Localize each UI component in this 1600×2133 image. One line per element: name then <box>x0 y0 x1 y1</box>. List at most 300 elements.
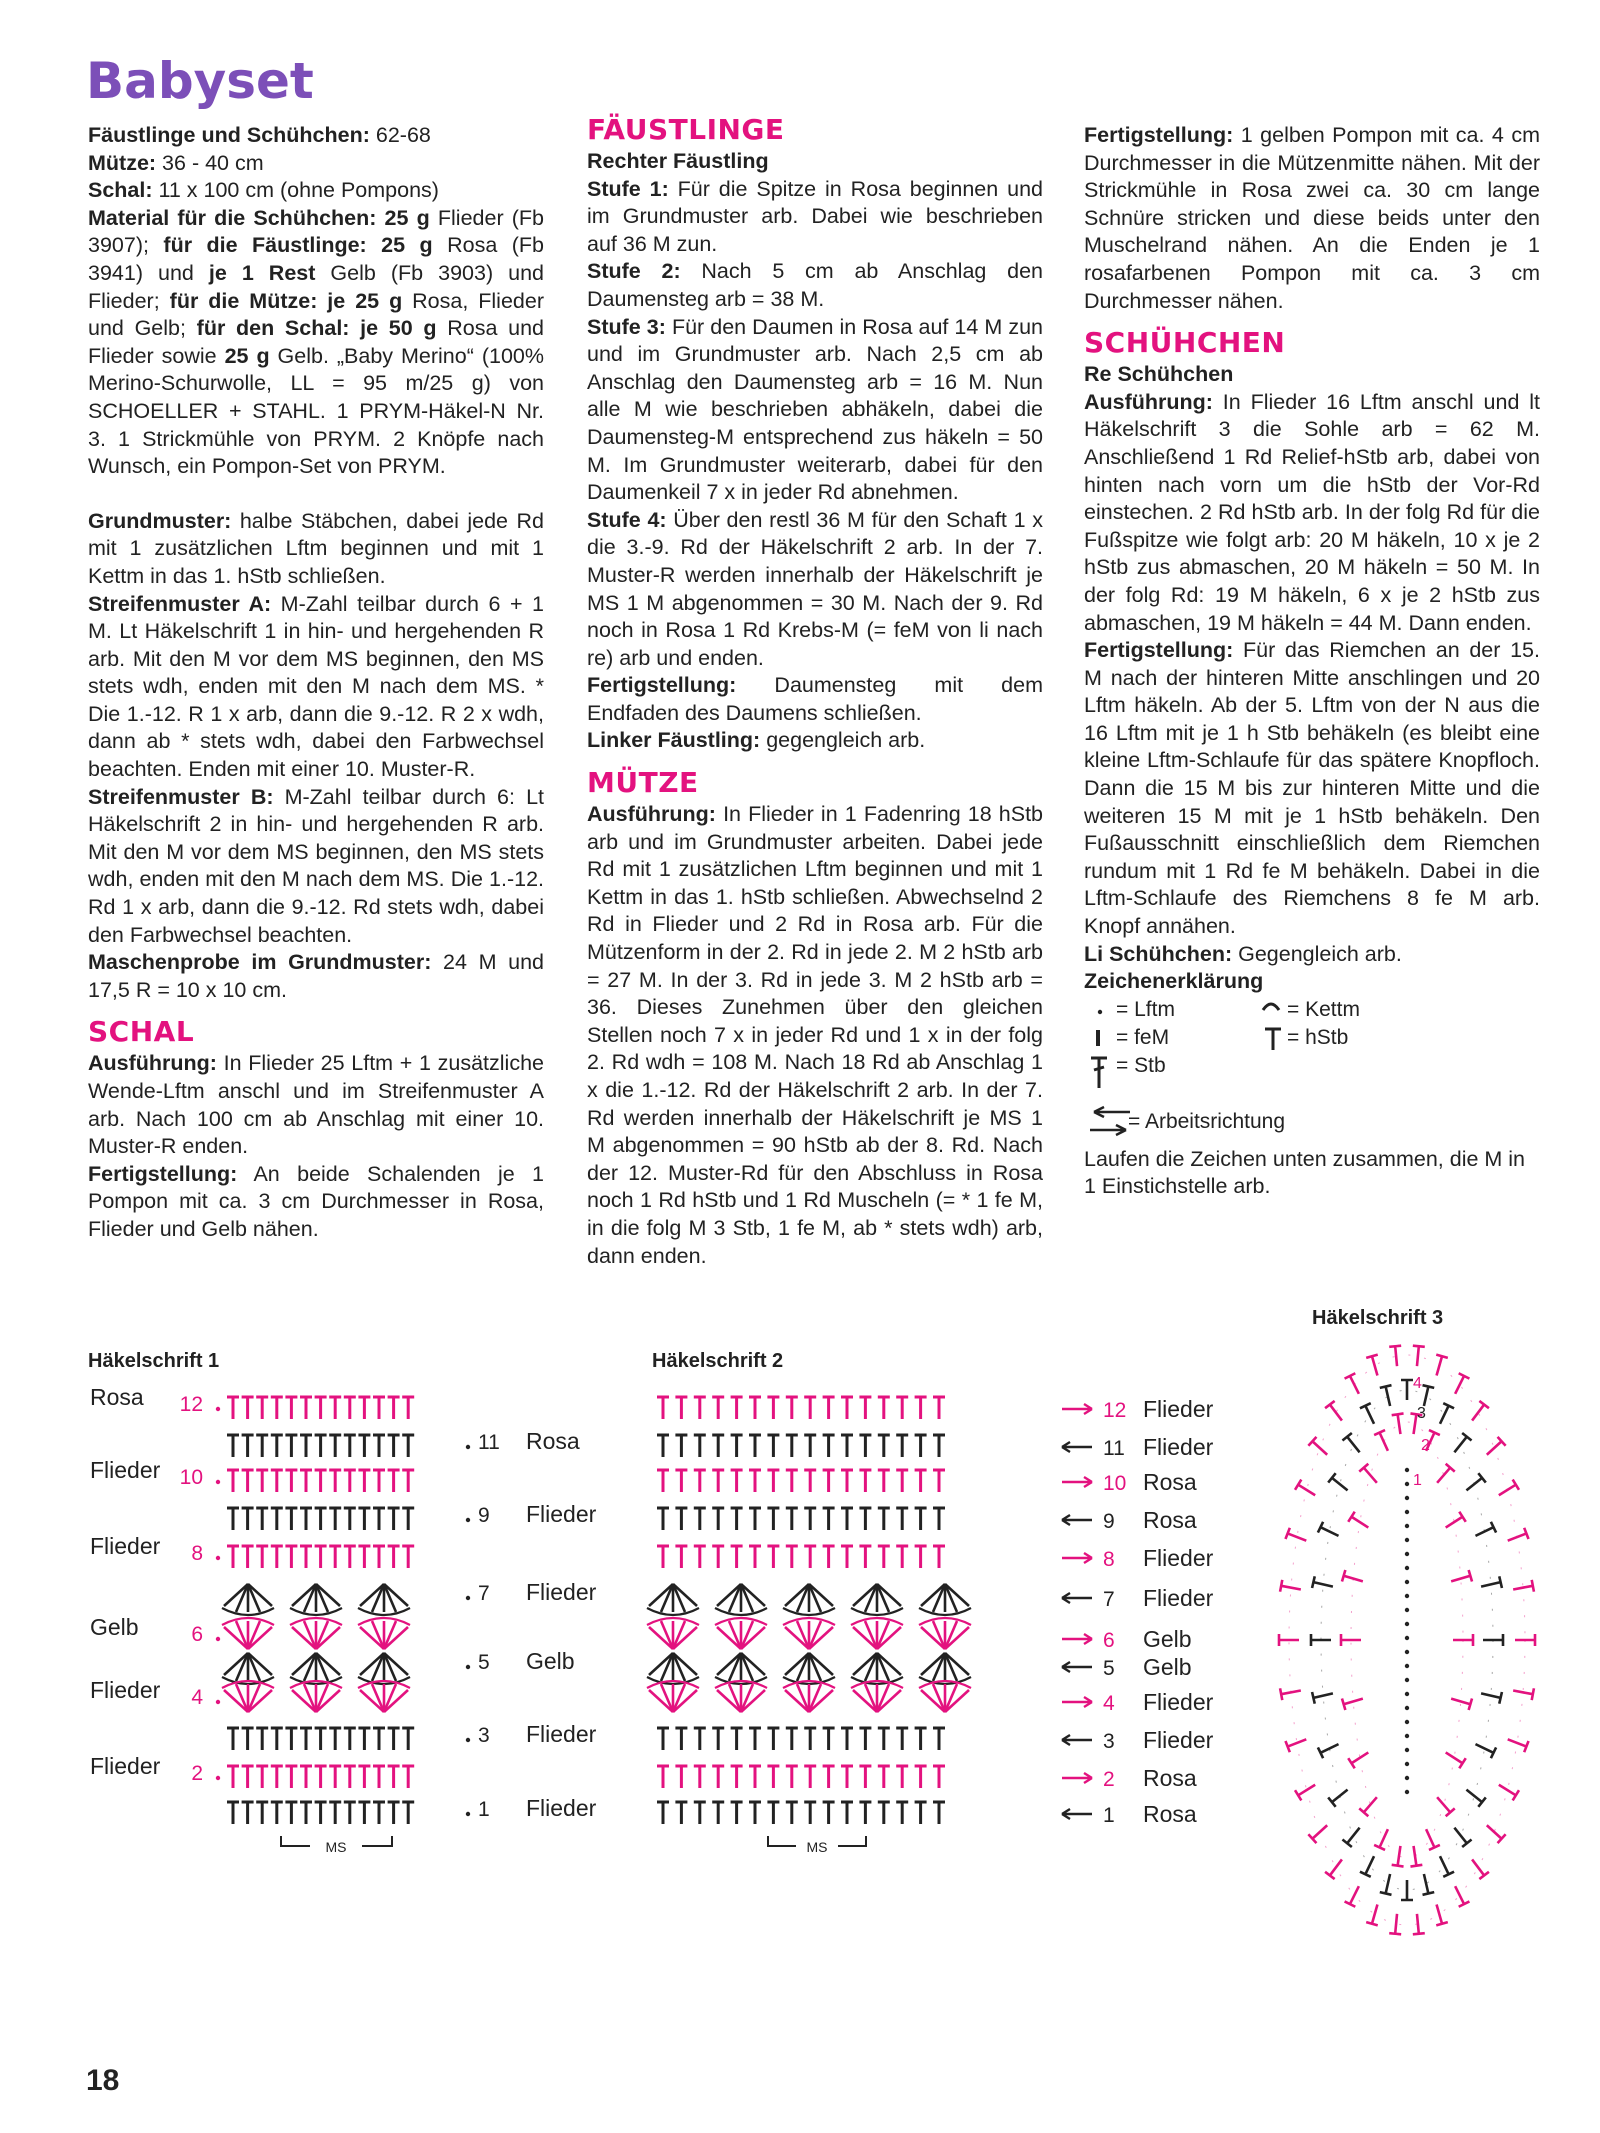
hstb-mark <box>841 1546 853 1568</box>
lftm-mark <box>1405 1720 1409 1724</box>
hstb-mark <box>767 1435 779 1457</box>
chart-3-round-number: 1 <box>1413 1472 1422 1489</box>
hstb-mark <box>256 1546 268 1568</box>
hstb-mark <box>402 1397 414 1419</box>
size-label-hat: Mütze: <box>88 150 157 175</box>
hstb-mark <box>315 1802 327 1824</box>
hstb-mark <box>1348 1512 1371 1533</box>
hstb-mark <box>271 1766 283 1788</box>
hstb-mark <box>896 1546 908 1568</box>
hstb-stroke <box>1342 1433 1364 1456</box>
lftm-mark <box>466 1812 470 1816</box>
hstb-mark <box>1345 1373 1365 1396</box>
hstb-mark <box>271 1508 283 1530</box>
hstb-stroke <box>1483 1821 1506 1843</box>
lftm-mark <box>1405 1594 1409 1598</box>
arrow-left-icon <box>1062 1735 1092 1745</box>
hstb-mark <box>1359 1464 1381 1487</box>
hstb-stroke <box>1473 1739 1496 1758</box>
hstb-mark <box>712 1397 724 1419</box>
hstb-mark <box>1389 1913 1403 1934</box>
hstb-stroke <box>1342 1570 1365 1587</box>
hstb-mark <box>841 1508 853 1530</box>
lftm-mark <box>1405 1678 1409 1682</box>
hstb-mark <box>300 1435 312 1457</box>
chart-1-row-color: Rosa <box>90 1384 144 1410</box>
lftm-mark <box>1405 1468 1409 1472</box>
hstb-mark <box>786 1802 798 1824</box>
hstb-mark <box>300 1728 312 1750</box>
hstb-stroke <box>1360 1854 1379 1877</box>
chart-1-row-number: 6 <box>191 1623 203 1646</box>
hstb-mark <box>329 1802 341 1824</box>
arrow-right-icon <box>1062 1634 1092 1644</box>
heading-faeustlinge: FÄUSTLINGE <box>587 113 785 146</box>
hstb-stroke <box>1295 1480 1318 1501</box>
hstb-stroke <box>1463 1473 1486 1495</box>
hstb-mark <box>1342 1570 1365 1587</box>
arrow-right-icon <box>1062 1773 1092 1783</box>
stufe-4: Stufe 4: Über den restl 36 M für den Schaft 1 x die 3.-9. Rd der Häkelschrift 2 arb. In der 7. Muster-R werden innerhalb der Häkelschrift je MS 1 M abgenommen = 30 M. Nach der 9. Rd noch in Rosa 1 Rd Krebs-M (= feM von li nach re) arb und enden. <box>587 507 1043 670</box>
hstb-mark <box>749 1728 761 1750</box>
stufe-3: Stufe 3: Für den Daumen in Rosa auf 14 M zun und im Grundmuster arb. Nach 2,5 cm ab Anschlag den Daumensteg arb = 16 M. Nun alle M wie beschrieben abhäkeln, dabei die Daumensteg-M entsprechend zus häkeln = 50 M. Im Grundmuster weiterarb, dabei für den Daumenkeil 7 x in jeder Rd abnehmen. <box>587 314 1044 505</box>
legend-arbeitsrichtung: = Arbeitsrichtung <box>1128 1109 1286 1133</box>
legend-fem: = feM <box>1116 1025 1170 1049</box>
page-title: Babyset <box>86 52 314 110</box>
hstb-mark <box>300 1766 312 1788</box>
hstb-stroke <box>1408 1845 1423 1867</box>
arrow-left-icon <box>1062 1809 1092 1819</box>
chart-2-title: Häkelschrift 2 <box>652 1350 784 1372</box>
chart-3-round-number: 3 <box>1417 1405 1426 1422</box>
hstb-mark <box>859 1470 871 1492</box>
hstb-stroke <box>1435 1854 1454 1877</box>
hstb-mark <box>256 1766 268 1788</box>
hstb-mark <box>1450 1373 1470 1396</box>
chart-3-round-number: 4 <box>1413 1375 1422 1392</box>
hstb-mark <box>373 1435 385 1457</box>
chart-1-row-number: 8 <box>191 1542 203 1565</box>
hstb-mark <box>256 1397 268 1419</box>
hstb-mark <box>373 1397 385 1419</box>
hstb-mark <box>358 1470 370 1492</box>
hstb-mark <box>767 1802 779 1824</box>
hstb-mark <box>804 1766 816 1788</box>
hstb-mark <box>1380 1385 1396 1407</box>
chart-1-row-color: Flieder <box>90 1533 161 1559</box>
hstb-mark <box>841 1802 853 1824</box>
hstb-mark <box>388 1508 400 1530</box>
hstb-mark <box>1295 1780 1318 1801</box>
hstb-stroke <box>1318 1739 1341 1758</box>
hstb-mark <box>767 1766 779 1788</box>
hstb-mark <box>256 1728 268 1750</box>
hstb-mark <box>1453 1634 1473 1646</box>
arrow-left-icon <box>1062 1593 1092 1603</box>
hstb-mark <box>878 1397 890 1419</box>
hstb-mark <box>358 1546 370 1568</box>
hstb-mark <box>823 1508 835 1530</box>
hstb-mark <box>1442 1747 1465 1768</box>
chart-2-row-number: 1 <box>1103 1804 1115 1827</box>
hstb-stroke <box>1392 1845 1407 1867</box>
hstb-mark <box>1342 1824 1364 1847</box>
chart-1-row-number: 10 <box>179 1466 203 1489</box>
hstb-mark <box>1380 1873 1396 1895</box>
hstb-mark <box>271 1397 283 1419</box>
hstb-mark <box>896 1397 908 1419</box>
chart-2-row-color: Flieder <box>1143 1545 1214 1571</box>
chart-1-row-number: 1 <box>478 1798 490 1821</box>
hstb-stroke <box>1311 1634 1331 1646</box>
hstb-stroke <box>1515 1634 1535 1646</box>
hstb-mark <box>1401 1880 1413 1900</box>
hstb-mark <box>373 1728 385 1750</box>
chart-2-row-number: 3 <box>1103 1730 1115 1753</box>
hstb-mark <box>300 1546 312 1568</box>
hstb-mark <box>1389 1346 1403 1367</box>
hstb-mark <box>1483 1634 1503 1646</box>
hstb-mark <box>712 1435 724 1457</box>
hstb-stroke <box>1328 1785 1351 1807</box>
hstb-mark <box>1435 1403 1454 1426</box>
streifenmuster-b: Streifenmuster B: M-Zahl teilbar durch 6: Lt Häkelschrift 2 in hin- und hergehenden R arb. Mit den M vor dem MS beginnen, den MS stets wdh, enden mit den M nach dem MS. Die 1.-12. Rd 1 x arb, dann die 9.-12. Rd stets wdh, dabei den Farbwechsel beachten. <box>88 784 544 947</box>
hstb-mark <box>749 1508 761 1530</box>
hstb-stroke <box>1285 1528 1308 1546</box>
legend-kettm: = Kettm <box>1287 997 1360 1021</box>
hstb-mark <box>878 1435 890 1457</box>
hstb-mark <box>271 1728 283 1750</box>
hstb-stroke <box>1401 1880 1413 1900</box>
size-value-mittens: 62-68 <box>369 123 431 147</box>
arrow-left-icon <box>1062 1662 1092 1672</box>
hstb-mark <box>373 1470 385 1492</box>
lftm-mark <box>1405 1552 1409 1556</box>
lftm-mark <box>466 1596 470 1600</box>
streifenmuster-a: Streifenmuster A: M-Zahl teilbar durch 6 + 1 M. Lt Häkelschrift 1 in hin- und hergehenden R arb. Mit den M vor dem MS beginnen, den MS stets wdh, enden mit den M nach dem MS. * Die 1.-12. R 1 x arb, dann die 9.-12. R 2 x wdh, dann ab * stets wdh, dabei den Farbwechsel beachten. Enden mit einer 10. Muster-R. <box>88 591 544 782</box>
hstb-stroke <box>1496 1480 1519 1501</box>
hstb-mark <box>657 1546 669 1568</box>
hstb-mark <box>1328 1473 1351 1495</box>
chart-2-row-color: Flieder <box>1143 1434 1214 1460</box>
hstb-mark <box>786 1435 798 1457</box>
hstb-mark <box>1433 1793 1455 1816</box>
hstb-mark <box>749 1435 761 1457</box>
hstb-mark <box>344 1470 356 1492</box>
hstb-mark <box>285 1397 297 1419</box>
chart-1-row-color: Flieder <box>90 1753 161 1779</box>
chart-2-row-color: Gelb <box>1143 1626 1192 1652</box>
hstb-mark <box>933 1728 945 1750</box>
hstb-stroke <box>1435 1403 1454 1426</box>
hstb-mark <box>786 1470 798 1492</box>
chart-2-row-number: 4 <box>1103 1692 1115 1715</box>
lftm-mark <box>1405 1636 1409 1640</box>
hstb-mark <box>933 1802 945 1824</box>
hstb-mark <box>878 1802 890 1824</box>
hstb-mark <box>896 1435 908 1457</box>
legend-stb: = Stb <box>1116 1053 1166 1077</box>
hstb-stroke <box>1453 1634 1473 1646</box>
hstb-mark <box>285 1508 297 1530</box>
heading-schuehchen: SCHÜHCHEN <box>1084 326 1286 360</box>
hstb-mark <box>256 1508 268 1530</box>
hstb-mark <box>915 1397 927 1419</box>
hstb-mark <box>859 1508 871 1530</box>
chart-3-title: Häkelschrift 3 <box>1312 1307 1444 1329</box>
size-value-scarf: 11 x 100 cm (ohne Pompons) <box>152 178 439 203</box>
chart-1-title: Häkelschrift 1 <box>88 1350 220 1372</box>
hstb-mark <box>823 1802 835 1824</box>
hstb-mark <box>896 1802 908 1824</box>
hstb-mark <box>344 1766 356 1788</box>
hstb-mark <box>1418 1873 1434 1895</box>
chart-1-row-color: Flieder <box>526 1501 597 1527</box>
hstb-stroke <box>1450 1824 1472 1847</box>
hstb-mark <box>786 1728 798 1750</box>
sub-re-schuehchen: Re Schühchen <box>1084 362 1234 387</box>
lftm-mark <box>466 1445 470 1449</box>
hstb-mark <box>694 1802 706 1824</box>
hstb-mark <box>1408 1845 1423 1867</box>
hstb-stroke <box>1280 1580 1302 1595</box>
lftm-mark <box>1405 1790 1409 1794</box>
hstb-mark <box>915 1802 927 1824</box>
hstb-mark <box>1348 1747 1371 1768</box>
hstb-stroke <box>1348 1512 1371 1533</box>
stufe-2: Stufe 2: Nach 5 cm ab Anschlag den Daumensteg arb = 38 M. <box>587 259 1043 311</box>
hstb-stroke <box>1467 1401 1489 1424</box>
chart-2-row-color: Flieder <box>1143 1727 1214 1753</box>
hstb-mark <box>315 1435 327 1457</box>
hstb-mark <box>227 1546 239 1568</box>
lftm-mark <box>466 1738 470 1742</box>
hstb-mark <box>1392 1413 1407 1435</box>
hstb-mark <box>388 1802 400 1824</box>
hstb-mark <box>1360 1854 1379 1877</box>
hstb-mark <box>878 1546 890 1568</box>
chart-2-row-color: Flieder <box>1143 1689 1214 1715</box>
hstb-stroke <box>1411 1346 1425 1367</box>
hstb-stroke <box>1380 1873 1396 1895</box>
hstb-mark <box>256 1470 268 1492</box>
hstb-mark <box>896 1470 908 1492</box>
hstb-stroke <box>1483 1634 1503 1646</box>
hstb-mark <box>358 1508 370 1530</box>
hstb-stroke <box>1374 1827 1393 1850</box>
hstb-mark <box>315 1766 327 1788</box>
size-label-mittens: Fäustlinge und Schühchen: <box>88 123 370 147</box>
hstb-mark <box>329 1397 341 1419</box>
hstb-mark <box>402 1435 414 1457</box>
chart-1-row-color: Flieder <box>526 1579 597 1605</box>
hstb-stroke <box>1279 1634 1299 1646</box>
hstb-stroke <box>1467 1856 1489 1879</box>
hstb-stroke <box>1389 1913 1403 1934</box>
lftm-mark <box>1405 1706 1409 1710</box>
page-number: 18 <box>86 2064 120 2097</box>
chart-1-row-color: Flieder <box>90 1457 161 1483</box>
hstb-stroke <box>1411 1913 1425 1934</box>
hstb-mark <box>271 1546 283 1568</box>
hstb-mark <box>1325 1856 1347 1879</box>
hstb-mark <box>712 1802 724 1824</box>
hstb-mark <box>1328 1785 1351 1807</box>
hstb-mark <box>300 1802 312 1824</box>
hstb-mark <box>388 1470 400 1492</box>
hstb-mark <box>933 1546 945 1568</box>
hstb-mark <box>315 1546 327 1568</box>
hstb-mark <box>271 1470 283 1492</box>
hstb-mark <box>1431 1903 1448 1926</box>
chart-1-row-number: 3 <box>478 1724 490 1747</box>
hstb-mark <box>242 1766 254 1788</box>
hstb-mark <box>657 1802 669 1824</box>
chart-2-row-number: 7 <box>1103 1588 1115 1611</box>
chart-1-row-color: Gelb <box>526 1648 575 1674</box>
lftm-mark <box>1405 1622 1409 1626</box>
hstb-mark <box>694 1508 706 1530</box>
hstb-mark <box>1374 1827 1393 1850</box>
hstb-mark <box>1473 1739 1496 1758</box>
hstb-mark <box>823 1728 835 1750</box>
hstb-mark <box>227 1470 239 1492</box>
hstb-mark <box>675 1546 687 1568</box>
lftm-mark <box>1405 1776 1409 1780</box>
hstb-mark <box>804 1470 816 1492</box>
lftm-mark <box>1405 1496 1409 1500</box>
hstb-mark <box>804 1397 816 1419</box>
hstb-stroke <box>1328 1473 1351 1495</box>
hstb-stroke <box>1450 1433 1472 1456</box>
hstb-stroke <box>1421 1827 1440 1850</box>
hstb-mark <box>344 1728 356 1750</box>
hstb-mark <box>675 1397 687 1419</box>
hstb-mark <box>344 1802 356 1824</box>
hstb-stroke <box>1442 1747 1465 1768</box>
arrow-left-icon <box>1062 1442 1092 1452</box>
hstb-mark <box>1467 1856 1489 1879</box>
hstb-mark <box>786 1397 798 1419</box>
hstb-mark <box>402 1728 414 1750</box>
heading-muetze: MÜTZE <box>587 766 699 800</box>
hstb-mark <box>256 1802 268 1824</box>
chart-1-row-color: Rosa <box>526 1428 580 1454</box>
hstb-mark <box>694 1546 706 1568</box>
hstb-stroke <box>1392 1413 1407 1435</box>
hstb-mark <box>358 1397 370 1419</box>
hstb-mark <box>823 1470 835 1492</box>
hstb-stroke <box>1506 1528 1529 1546</box>
schal-fertigstellung: Fertigstellung: An beide Schalenden je 1 Pompon mit ca. 3 cm Durchmesser in Rosa, Flieder und Gelb nähen. <box>88 1161 544 1241</box>
chart-1-row-number: 11 <box>478 1431 500 1454</box>
hstb-mark <box>402 1802 414 1824</box>
hstb-mark <box>933 1508 945 1530</box>
hstb-mark <box>1512 1580 1534 1595</box>
chart-1-row-number: 5 <box>478 1651 490 1674</box>
muetze-fertigstellung: Fertigstellung: 1 gelben Pompon mit ca. 4 cm Durchmesser in die Mützenmitte nähen. Mit der Strickmühle in Rosa zwei ca. 30 cm lange Schnüre stricken und diese beids unter den Muschelrand nähen. An die Enden je 1 rosafarbenen Pompon mit ca. 3 cm Durchmesser nähen. <box>1084 123 1540 313</box>
hstb-stroke <box>1442 1512 1465 1533</box>
hstb-mark <box>1467 1401 1489 1424</box>
hstb-mark <box>694 1470 706 1492</box>
chart-1-row-color: Gelb <box>90 1614 139 1640</box>
lftm-mark <box>466 1665 470 1669</box>
chart-2-row-number: 2 <box>1103 1768 1115 1791</box>
hstb-mark <box>657 1766 669 1788</box>
hstb-mark <box>786 1508 798 1530</box>
hstb-mark <box>256 1435 268 1457</box>
hstb-mark <box>878 1470 890 1492</box>
hstb-mark <box>749 1766 761 1788</box>
hstb-stroke <box>1401 1380 1413 1400</box>
hstb-mark <box>300 1397 312 1419</box>
hstb-mark <box>823 1766 835 1788</box>
hstb-mark <box>1473 1522 1496 1541</box>
lftm-mark <box>216 1407 220 1411</box>
hstb-mark <box>859 1728 871 1750</box>
hstb-stroke <box>1418 1873 1434 1895</box>
hstb-mark <box>694 1728 706 1750</box>
hstb-mark <box>767 1470 779 1492</box>
hstb-mark <box>242 1470 254 1492</box>
hstb-mark <box>242 1546 254 1568</box>
hstb-mark <box>841 1397 853 1419</box>
hstb-mark <box>712 1470 724 1492</box>
hstb-mark <box>388 1728 400 1750</box>
arrow-right-icon <box>1062 1553 1092 1563</box>
chart-2-row-color: Rosa <box>1143 1507 1197 1533</box>
hstb-mark <box>657 1728 669 1750</box>
hstb-mark <box>1285 1734 1308 1752</box>
hstb-mark <box>804 1435 816 1457</box>
hstb-mark <box>1308 1437 1331 1459</box>
hstb-mark <box>749 1470 761 1492</box>
hstb-mark <box>859 1397 871 1419</box>
linker-faeustling: Linker Fäustling: gegengleich arb. <box>587 728 926 753</box>
hstb-mark <box>1280 1685 1302 1700</box>
hstb-mark <box>675 1508 687 1530</box>
lftm-mark <box>1405 1482 1409 1486</box>
hstb-mark <box>731 1728 743 1750</box>
hstb-mark <box>227 1728 239 1750</box>
hstb-mark <box>915 1435 927 1457</box>
hstb-mark <box>1496 1780 1519 1801</box>
hstb-mark <box>731 1508 743 1530</box>
hstb-mark <box>915 1470 927 1492</box>
lftm-mark <box>1405 1510 1409 1514</box>
hstb-mark <box>731 1470 743 1492</box>
lftm-mark <box>1405 1650 1409 1654</box>
hstb-mark <box>373 1546 385 1568</box>
hstb-stroke <box>1512 1685 1534 1700</box>
hstb-mark <box>1342 1433 1364 1456</box>
hstb-mark <box>227 1766 239 1788</box>
hstb-stroke <box>1433 1464 1455 1487</box>
hstb-mark <box>878 1766 890 1788</box>
hstb-mark <box>285 1546 297 1568</box>
hstb-mark <box>767 1508 779 1530</box>
hstb-stroke <box>1473 1522 1496 1541</box>
hstb-mark <box>227 1397 239 1419</box>
size-value-hat: 36 - 40 cm <box>156 150 264 175</box>
hstb-mark <box>285 1470 297 1492</box>
hstb-mark <box>402 1508 414 1530</box>
hstb-mark <box>1450 1824 1472 1847</box>
hstb-mark <box>358 1766 370 1788</box>
hstb-mark <box>1401 1380 1413 1400</box>
hstb-stroke <box>1360 1403 1379 1426</box>
hstb-mark <box>1285 1528 1308 1546</box>
